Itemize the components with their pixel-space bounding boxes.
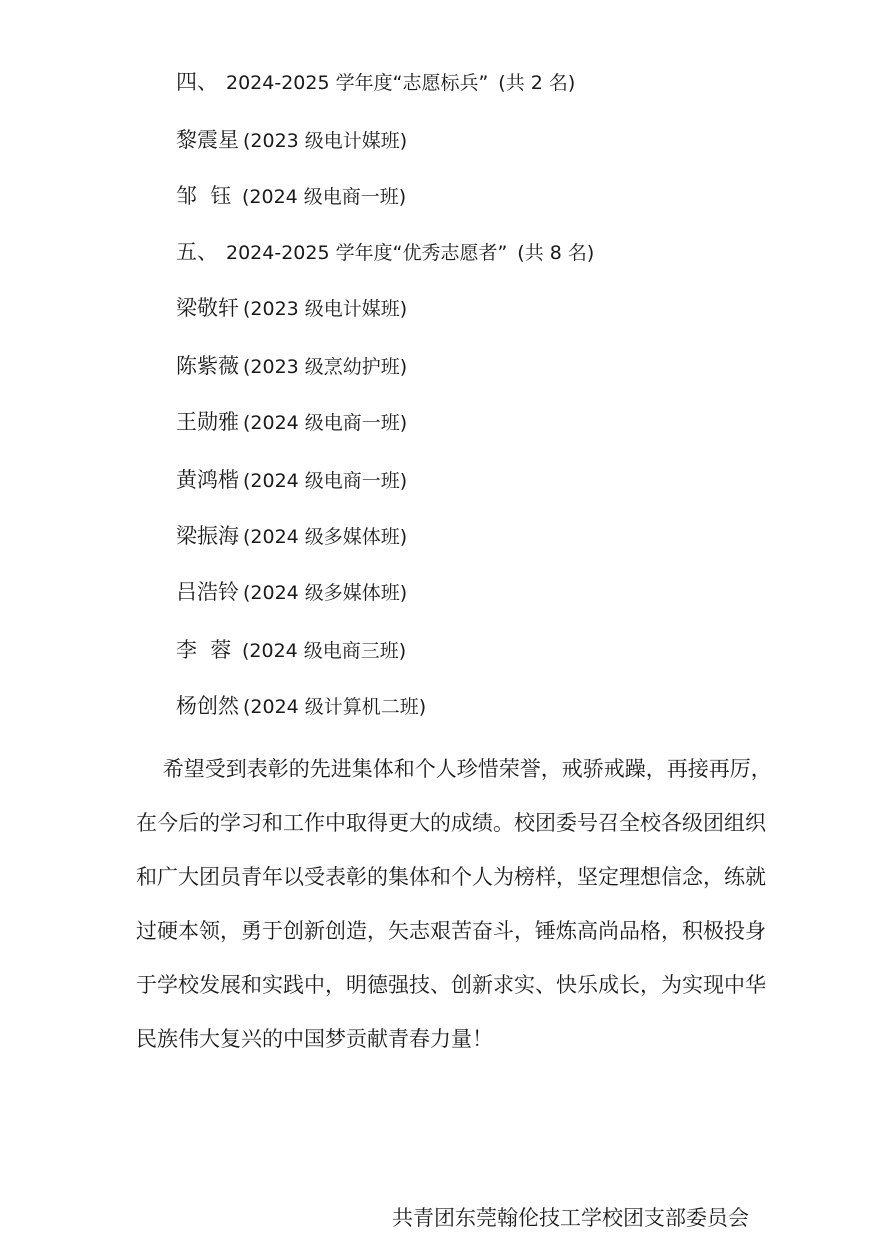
person-name: 梁振海: [176, 524, 239, 548]
section-heading-4: [176, 68, 575, 97]
person-name: 陈紫薇: [176, 354, 239, 378]
paragraph-line: 民族伟大复兴的中国梦贡献青春力量！: [136, 1027, 493, 1051]
section-title: 2024-2025 学年度“志愿标兵”: [226, 72, 489, 94]
class-name: (2024 级电商一班): [243, 470, 408, 492]
list-item: [176, 294, 407, 323]
paragraph-line: 于学校发展和实践中，明德强技、创新求实、快乐成长，为实现中华: [136, 973, 766, 997]
signature: 共青团东莞翰伦技工学校团支部委员会: [392, 1206, 749, 1230]
list-item: [176, 466, 407, 495]
section-title: 2024-2025 学年度“优秀志愿者”: [226, 242, 508, 264]
list-item: [176, 182, 406, 211]
list-item: [176, 352, 407, 381]
person-name: 王勋雅: [176, 410, 239, 434]
class-name: (2024 级多媒体班): [243, 582, 408, 604]
person-name: 黄鸿楷: [176, 468, 239, 492]
paragraph-line: 在今后的学习和工作中取得更大的成绩。校团委号召全校各级团组织: [136, 811, 766, 835]
section-count: (共 8 名): [517, 242, 595, 264]
paragraph-line: 和广大团员青年以受表彰的集体和个人为榜样，坚定理想信念，练就: [136, 865, 766, 889]
person-name: 黎震星: [176, 128, 239, 152]
section-heading-5: [176, 238, 594, 267]
class-name: (2024 级计算机二班): [243, 696, 427, 718]
class-name: (2024 级电商一班): [243, 412, 408, 434]
list-item: [176, 636, 406, 665]
list-item: [176, 578, 407, 607]
list-item: [176, 692, 426, 721]
class-name: (2024 级电商三班): [242, 640, 407, 662]
person-name: 杨创然: [176, 694, 239, 718]
paragraph-line: 希望受到表彰的先进集体和个人珍惜荣誉，戒骄戒躁，再接再厉，: [136, 757, 772, 781]
class-name: (2023 级电计媒班): [243, 130, 408, 152]
person-name: 梁敬轩: [176, 296, 239, 320]
person-name: 李 蓉: [176, 638, 232, 662]
class-name: (2023 级烹幼护班): [243, 356, 408, 378]
class-name: (2024 级多媒体班): [243, 526, 408, 548]
paragraph-line: 过硬本领，勇于创新创造，矢志艰苦奋斗，锤炼高尚品格，积极投身: [136, 919, 766, 943]
section-number: 五、: [176, 240, 218, 264]
class-name: (2023 级电计媒班): [243, 298, 408, 320]
list-item: [176, 522, 407, 551]
section-number: 四、: [176, 70, 218, 94]
person-name: 邹 钰: [176, 184, 232, 208]
list-item: [176, 408, 407, 437]
section-count: (共 2 名): [498, 72, 576, 94]
person-name: 吕浩铃: [176, 580, 239, 604]
closing-paragraph: [136, 742, 772, 1066]
list-item: [176, 126, 407, 155]
class-name: (2024 级电商一班): [242, 186, 407, 208]
